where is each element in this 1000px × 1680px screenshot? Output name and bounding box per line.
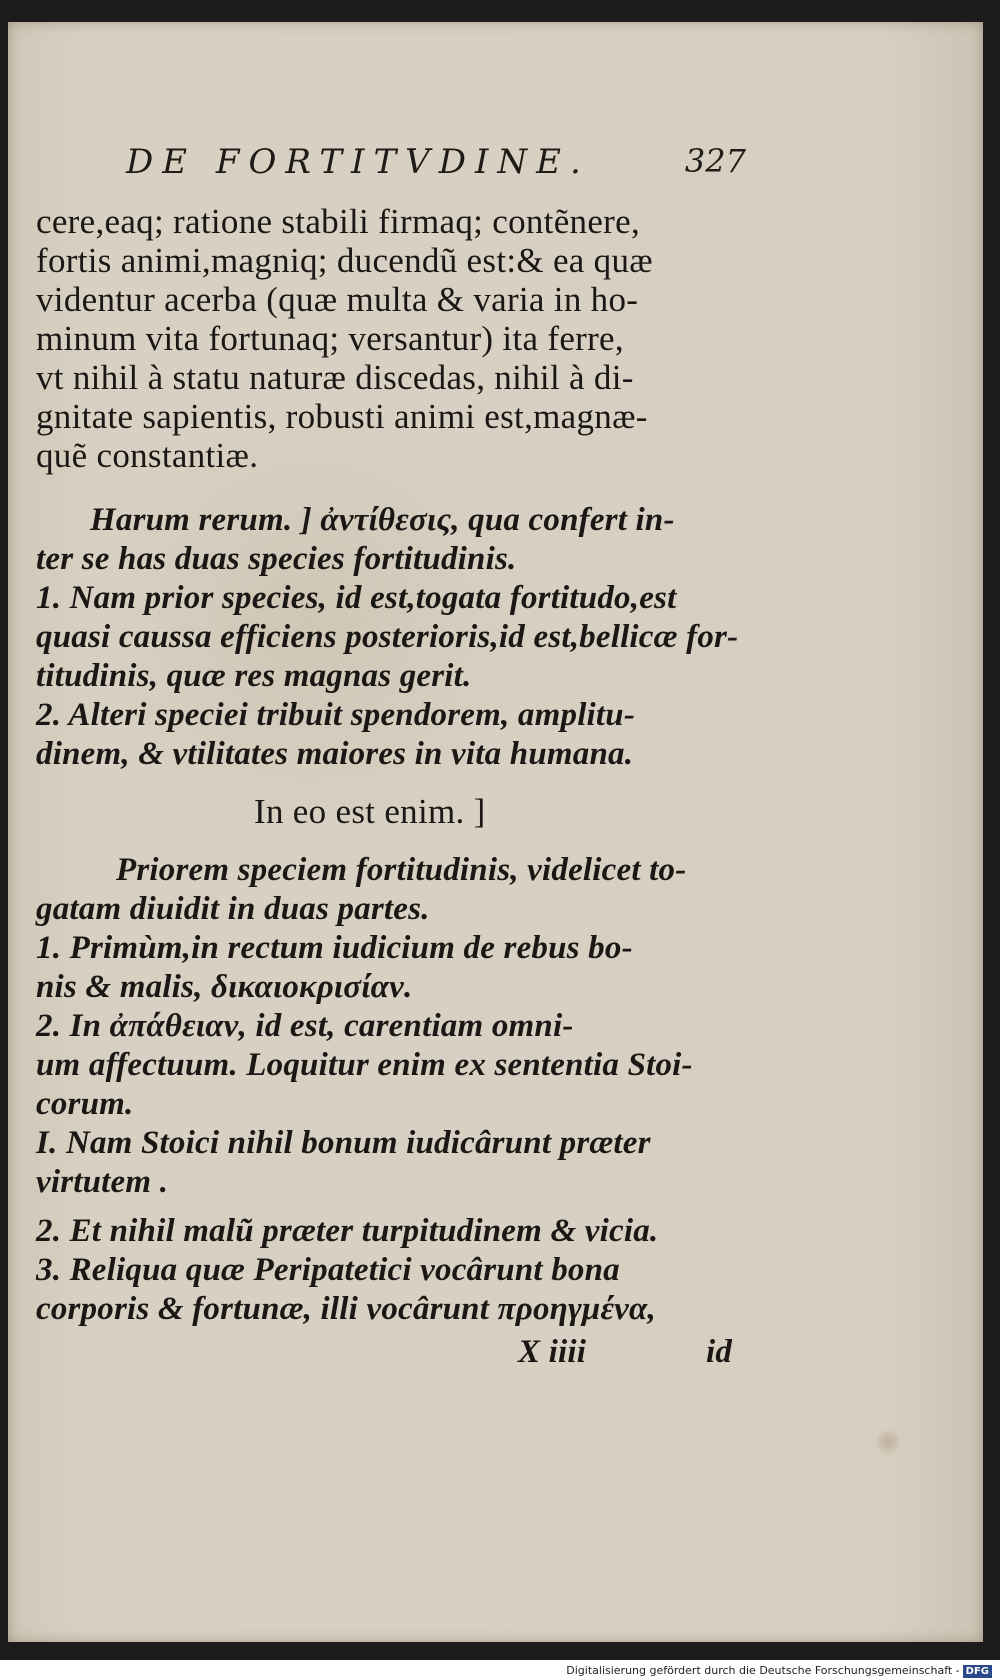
text-line: Priorem speciem fortitudinis, videlicet to- — [116, 852, 687, 888]
text-line: 1. Nam prior species, id est,togata fortitudo,est — [36, 580, 677, 616]
page-header — [126, 142, 746, 186]
text-line: corporis & fortunæ, illi vocârunt προηγμένα, — [36, 1291, 656, 1327]
text-line: um affectuum. Loquitur enim ex sententia Stoi- — [36, 1047, 693, 1083]
running-title: DE FORTITVDINE. — [126, 142, 590, 182]
book-page — [8, 22, 983, 1642]
text-line: vt nihil à statu naturæ discedas, nihil à di- — [36, 358, 634, 397]
text-line: cere,eaq; ratione stabili firmaq; contẽnere, — [36, 202, 641, 241]
text-line: 3. Reliqua quæ Peripatetici vocârunt bona — [36, 1252, 620, 1288]
page-number: 327 — [684, 142, 746, 180]
text-line: I. Nam Stoici nihil bonum iudicârunt præter — [36, 1125, 651, 1161]
text-line: 2. In ἀπάθειαν, id est, carentiam omni- — [36, 1008, 574, 1044]
credit-text: Digitalisierung gefördert durch die Deutsche Forschungsgemeinschaft - — [566, 1664, 960, 1677]
text-line: gatam diuidit in duas partes. — [36, 891, 430, 927]
text-line: fortis animi,magniq; ducendũ est:& ea quæ — [36, 241, 653, 280]
text-line: 2. Alteri speciei tribuit spendorem, amplitu- — [36, 697, 636, 733]
text-line: quasi caussa efficiens posterioris,id est,bellicæ for- — [36, 619, 739, 655]
text-line: minum vita fortunaq; versantur) ita ferre, — [36, 319, 624, 358]
text-line: In eo est enim. ] — [254, 792, 486, 831]
digitization-credit — [566, 1664, 992, 1678]
dfg-logo: DFG — [963, 1665, 992, 1678]
text-line: 1. Primùm,in rectum iudicium de rebus bo- — [36, 930, 633, 966]
text-line: dinem, & vtilitates maiores in vita humana. — [36, 736, 634, 772]
text-line: corum. — [36, 1086, 134, 1122]
signature-mark: X iiii — [518, 1334, 587, 1370]
text-line: ter se has duas species fortitudinis. — [36, 541, 517, 577]
text-line: videntur acerba (quæ multa & varia in ho- — [36, 280, 639, 319]
text-line: titudinis, quæ res magnas gerit. — [36, 658, 472, 694]
text-line: nis & malis, δικαιοκρισίαν. — [36, 969, 413, 1005]
text-line: 2. Et nihil malũ præter turpitudinem & vicia. — [36, 1213, 659, 1249]
text-line: Harum rerum. ] ἀντίθεσις, qua confert in- — [90, 502, 675, 538]
text-line: virtutem . — [36, 1164, 169, 1200]
catchword: id — [706, 1334, 733, 1370]
text-line: quẽ constantiæ. — [36, 436, 259, 475]
text-line: gnitate sapientis, robusti animi est,magnæ- — [36, 397, 648, 436]
